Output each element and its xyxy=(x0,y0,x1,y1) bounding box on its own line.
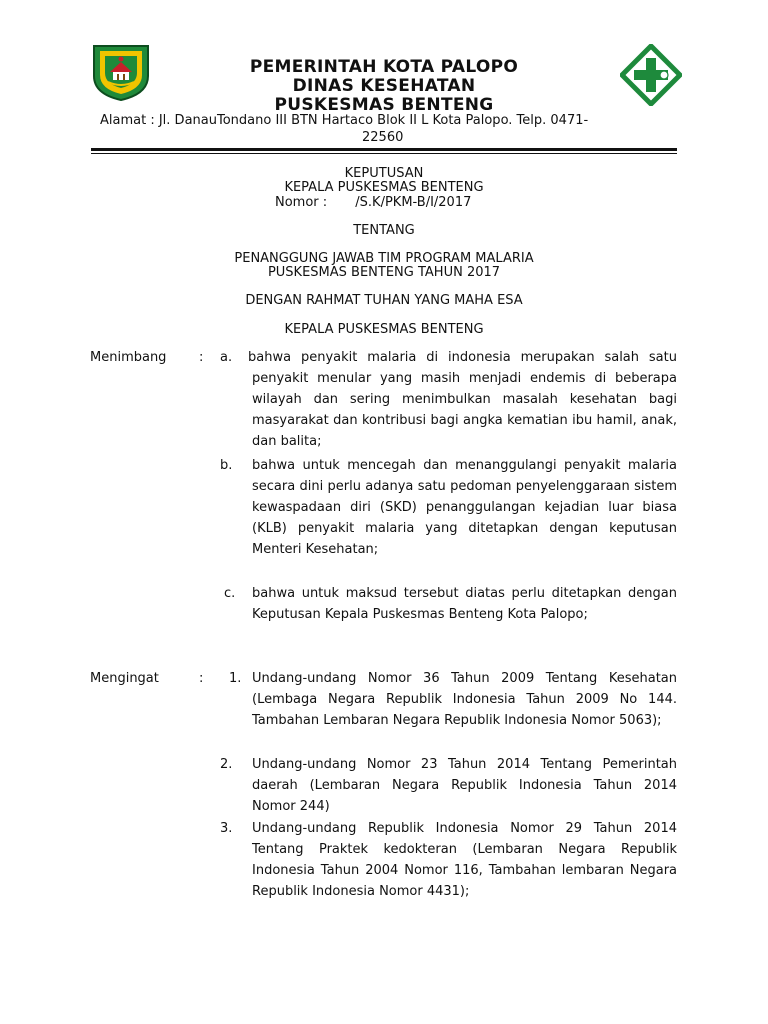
menimbang-marker-c: c. xyxy=(224,586,236,601)
menimbang-marker-b: b. xyxy=(220,458,233,473)
mengingat-marker-3: 3. xyxy=(220,821,233,836)
menimbang-colon: : xyxy=(199,350,204,365)
menimbang-item-c: bahwa untuk maksud tersebut diatas perlu ditetapkan dengan Keputusan Kepala Puskesmas Benteng Kota Palopo; xyxy=(252,586,677,622)
header-divider-thin xyxy=(91,153,677,154)
decree-tentang: TENTANG xyxy=(353,223,415,238)
menimbang-label: Menimbang xyxy=(90,350,167,365)
header-line-3: PUSKESMAS BENTENG xyxy=(274,95,494,115)
decree-issuer: KEPALA PUSKESMAS BENTENG xyxy=(284,322,484,337)
mengingat-marker-2: 2. xyxy=(220,757,233,772)
menimbang-item-a: bahwa penyakit malaria di indonesia merupakan salah satu penyakit menular yang masih menjadi endemis di beberapa wilayah dan sering menimbulkan masalah kesehatan bagi masyarakat dan kontribusi bagi angka kematian ibu hamil, anak, dan balita; xyxy=(248,350,677,449)
menimbang-marker-a: a. xyxy=(220,350,233,365)
decree-number-label: Nomor : xyxy=(275,195,328,210)
header-line-1: PEMERINTAH KOTA PALOPO xyxy=(249,57,519,77)
decree-subject-line-1: PENANGGUNG JAWAB TIM PROGRAM MALARIA xyxy=(234,251,534,266)
decree-subject-line-2: PUSKESMAS BENTENG TAHUN 2017 xyxy=(267,265,501,280)
mengingat-item-3: Undang-undang Republik Indonesia Nomor 29 Tahun 2014 Tentang Praktek kedokteran (Lembaran Negara Republik Indonesia Tahun 2004 Nomor 116, Tambahan lembaran Negara Republik Indonesia Nomor 4431); xyxy=(252,821,677,899)
decree-title: KEPUTUSAN xyxy=(344,166,424,181)
header-line-2: DINAS KESEHATAN xyxy=(292,76,476,96)
mengingat-item-1: Undang-undang Nomor 36 Tahun 2009 Tentang Kesehatan (Lembaga Negara Republik Indonesia Tahun 2009 No 144. Tambahan Lembaran Negara Republik Indonesia Nomor 5063); xyxy=(252,671,677,728)
mengingat-item-2: Undang-undang Nomor 23 Tahun 2014 Tentang Pemerintah daerah (Lembaran Negara Republik Indonesia Tahun 2014 Nomor 244) xyxy=(252,757,677,814)
mengingat-label: Mengingat xyxy=(90,671,159,686)
mengingat-colon: : xyxy=(199,671,204,686)
address-line-2: 22560 xyxy=(362,130,404,145)
decree-number-value: /S.K/PKM-B/I/2017 xyxy=(355,195,472,210)
menimbang-item-b: bahwa untuk mencegah dan menanggulangi penyakit malaria secara dini perlu adanya satu pedoman penyelenggaraan sistem kewaspadaan diri (SKD) penanggulangan kejadian luar biasa (KLB) penyakit malaria yang ditetapkan dengan keputusan Menteri Kesehatan; xyxy=(252,458,677,557)
decree-subtitle: KEPALA PUSKESMAS BENTENG xyxy=(284,180,484,195)
header-divider-thick xyxy=(91,148,677,151)
decree-number xyxy=(275,195,471,210)
mengingat-marker-1: 1. xyxy=(229,671,242,686)
decree-blessing: DENGAN RAHMAT TUHAN YANG MAHA ESA xyxy=(245,293,523,308)
address-line-1: Alamat : Jl. DanauTondano III BTN Hartaco Blok II L Kota Palopo. Telp. 0471- xyxy=(100,113,589,128)
